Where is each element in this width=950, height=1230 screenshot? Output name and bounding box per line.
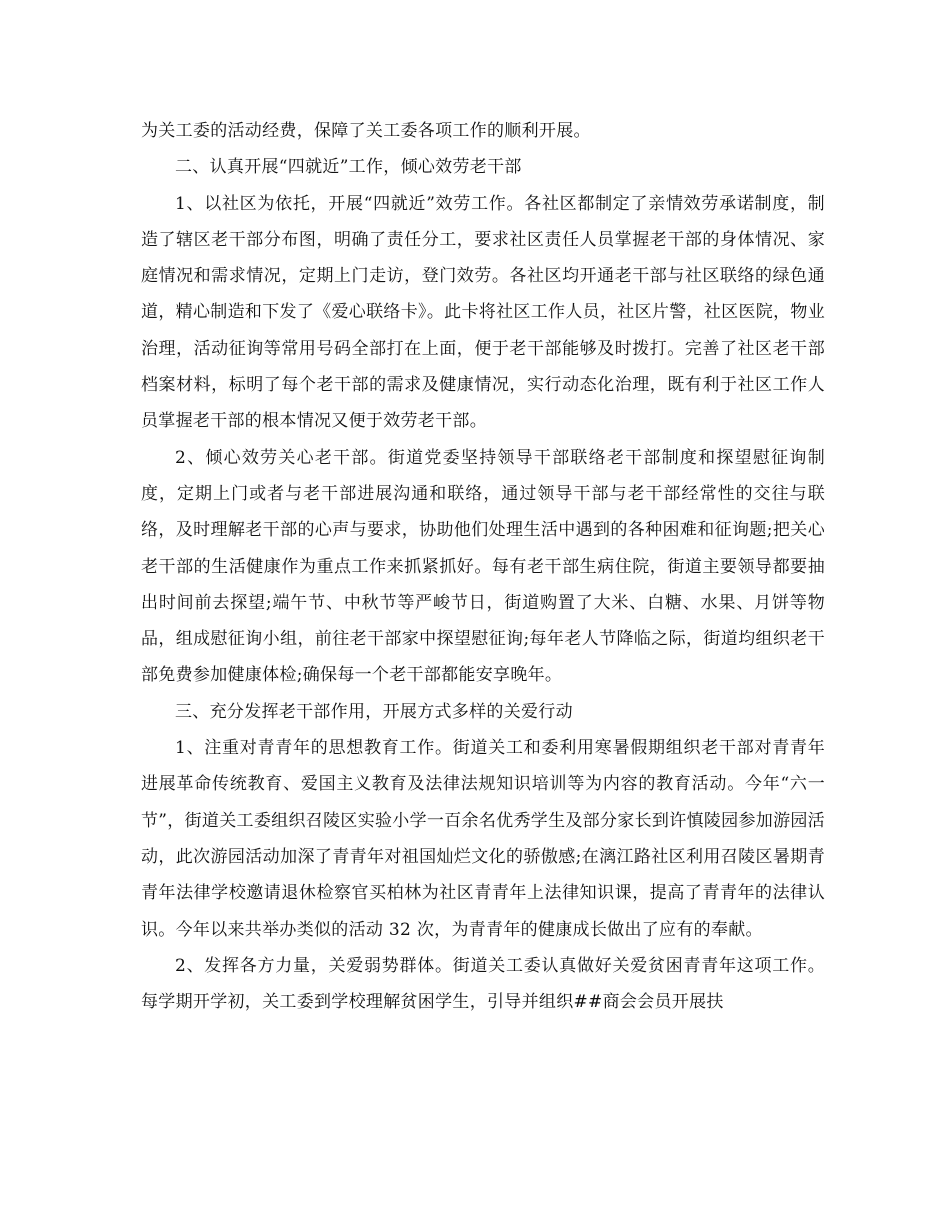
paragraph-care-for-cadres: 2、倾心效劳关心老干部。街道党委坚持领导干部联络老干部制度和探望慰征询制度，定期上门或者与老干部进展沟通和联络，通过领导干部与老干部经常性的交往与联络，及时理解老干部的心声与要求，协助他们处理生活中遇到的各种困难和征询题;把关心老干部的生活健康作为重点工作来抓紧抓好。每有老干部生病住院，街道主要领导都要抽出时间前去探望;端午节、中秋节等严峻节日，街道购置了大米、白糖、水果、月饼等物品，组成慰征询小组，前往老干部家中探望慰征询;每年老人节降临之际，街道均组织老干部免费参加健康体检;确保每一个老干部都能安享晚年。 [141, 447, 825, 686]
paragraph-youth-education: 1、注重对青青年的思想教育工作。街道关工和委利用寒暑假期组织老干部对青青年进展革命传统教育、爱国主义教育及法律法规知识培训等为内容的教育活动。今年“六一节”，街道关工委组织召陵区实验小学一百余名优秀学生及部分家长到许慎陵园参加游园活动，此次游园活动加深了青青年对祖国灿烂文化的骄傲感;在漓江路社区利用召陵区暑期青青年法律学校邀请退休检察官买柏林为社区青青年上法律知识课，提高了青青年的法律认识。今年以来共举办类似的活动 32 次，为青青年的健康成长做出了应有的奉献。 [141, 738, 825, 940]
paragraph-vulnerable-groups: 2、发挥各方力量，关爱弱势群体。街道关工委认真做好关爱贫困青青年这项工作。每学期开学初，关工委到学校理解贫困学生，引导并组织##商会会员开展扶 [141, 955, 825, 1013]
paragraph-continued: 为关工委的活动经费，保障了关工委各项工作的顺利开展。 [141, 121, 591, 141]
section-heading-3: 三、充分发挥老干部作用，开展方式多样的关爱行动 [175, 701, 573, 722]
paragraph-community-service: 1、以社区为依托，开展“四就近”效劳工作。各社区都制定了亲情效劳承诺制度，制造了辖区老干部分布图，明确了责任分工，要求社区责任人员掌握老干部的身体情况、家庭情况和需求情况，定期上门走访，登门效劳。各社区均开通老干部与社区联络的绿色通道，精心制造和下发了《爱心联络卡》。此卡将社区工作人员，社区片警，社区医院，物业治理，活动征询等常用号码全部打在上面，便于老干部能够及时拨打。完善了社区老干部档案材料，标明了每个老干部的需求及健康情况，实行动态化治理，既有利于社区工作人员掌握老干部的根本情况又便于效劳老干部。 [141, 193, 825, 432]
document-body [141, 113, 825, 1020]
section-heading-2: 二、认真开展“四就近”工作，倾心效劳老干部 [175, 157, 522, 178]
